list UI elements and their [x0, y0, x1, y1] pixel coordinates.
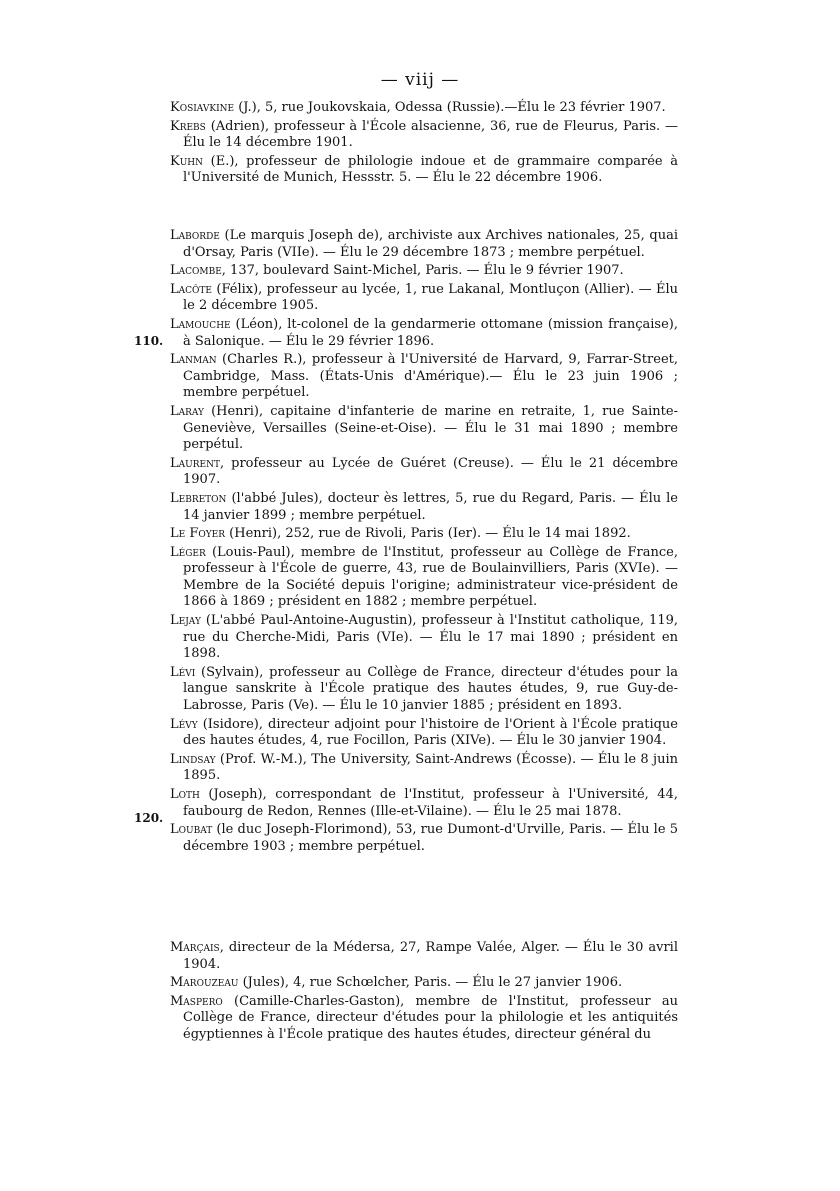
entry-name: Lacombe	[170, 263, 222, 279]
entry-text: (J.), 5, rue Joukovskaia, Odessa (Russie).—Élu le 23 février 1907.	[234, 100, 666, 115]
section-m	[170, 940, 678, 1046]
entry-name: Kosiavkine	[170, 100, 235, 115]
entry-name: Léger	[170, 544, 206, 560]
entry-text: (Henri), 252, rue de Rivoli, Paris (Ier). — Élu le 14 mai 1892.	[225, 526, 631, 542]
margin-number: 120.	[134, 811, 164, 825]
list-item	[170, 119, 678, 152]
list-item	[170, 352, 678, 402]
margin-number: 110.	[134, 334, 164, 348]
entry-text: (Henri), capitaine d'infanterie de marine en retraite, 1, rue Sainte-Geneviève, Versailles (Seine-et-Oise). — Élu le 31 mai 1890 ; membre perpétul.	[183, 403, 678, 453]
list-item	[170, 665, 678, 715]
entry-text: , directeur de la Médersa, 27, Rampe Valée, Alger. — Élu le 30 avril 1904.	[183, 940, 678, 972]
entry-name: Lebreton	[170, 490, 227, 506]
list-item	[170, 752, 678, 785]
entry-name: Lanman	[170, 352, 217, 368]
entry-text: (le duc Joseph-Florimond), 53, rue Dumont-d'Urville, Paris. — Élu le 5 décembre 1903 ; membre perpétuel.	[183, 822, 678, 854]
list-item	[170, 263, 678, 280]
entry-name: Lévy	[170, 716, 198, 732]
list-item	[170, 994, 678, 1044]
list-item	[170, 545, 678, 611]
entry-text: (L'abbé Paul-Antoine-Augustin), professeur à l'Institut catholique, 119, rue du Cherche-Midi, Paris (VIe). — Élu le 17 mai 1890 ; président en 1898.	[183, 613, 678, 662]
list-item	[170, 717, 678, 750]
entry-text: (Prof. W.-M.), The University, Saint-Andrews (Écosse). — Élu le 8 juin 1895.	[183, 751, 678, 784]
entry-name: Loubat	[170, 822, 213, 838]
list-item	[170, 228, 678, 261]
list-item	[170, 975, 678, 992]
entry-name: Kuhn	[170, 153, 204, 169]
entry-text: (Jules), 4, rue Schœlcher, Paris. — Élu le 27 janvier 1906.	[238, 975, 623, 991]
entry-name: Le Foyer	[170, 526, 226, 542]
list-item	[170, 154, 678, 187]
list-item	[170, 317, 678, 350]
entry-name: Marouzeau	[170, 975, 239, 991]
list-item	[170, 404, 678, 454]
entry-text: (l'abbé Jules), docteur ès lettres, 5, rue du Regard, Paris. — Élu le 14 janvier 1899 ; membre perpétuel.	[183, 490, 678, 523]
entry-text: , 137, boulevard Saint-Michel, Paris. — Élu le 9 février 1907.	[221, 263, 624, 279]
entry-text: , professeur au Lycée de Guéret (Creuse). — Élu le 21 décembre 1907.	[183, 455, 678, 488]
entry-name: Lamouche	[170, 316, 231, 332]
entry-text: (Charles R.), professeur à l'Université de Harvard, 9, Farrar-Street, Cambridge, Mass. (États-Unis d'Amérique).— Élu le 23 juin 1906 ; membre perpétuel.	[183, 352, 678, 401]
entry-text: (Adrien), professeur à l'École alsacienne, 36, rue de Fleurus, Paris. — Élu le 14 décembre 1901.	[183, 118, 678, 151]
entry-name: Loth	[170, 787, 200, 802]
entry-text: (Le marquis Joseph de), archiviste aux Archives nationales, 25, quai d'Orsay, Paris (VIIe). — Élu le 29 décembre 1873 ; membre perpétuel.	[183, 228, 678, 260]
list-item	[170, 940, 678, 973]
list-item	[170, 491, 678, 524]
section-k	[170, 100, 678, 189]
entry-name: Laborde	[170, 228, 220, 243]
entry-name: Lévi	[170, 664, 196, 680]
list-item	[170, 822, 678, 855]
entry-text: (Léon), lt-colonel de la gendarmerie ottomane (mission française), à Salonique. — Élu le 29 février 1896.	[183, 316, 678, 349]
entry-text: (E.), professeur de philologie indoue et de grammaire comparée à l'Université de Munich, Hessstr. 5. — Élu le 22 décembre 1906.	[183, 153, 678, 186]
entry-text: (Louis-Paul), membre de l'Institut, professeur au Collège de France, professeur à l'École de guerre, 43, rue de Boulainvilliers, Paris (XVIe). — Membre de la Société depuis l'origine; administrateur vice-président de 1866 à 1869 ; président en 1882 ; membre perpétuel.	[183, 544, 678, 610]
list-item	[170, 282, 678, 315]
entry-name: Krebs	[170, 118, 206, 134]
list-item	[170, 100, 678, 117]
list-item	[170, 526, 678, 543]
entry-name: Marçais	[170, 940, 220, 955]
list-item	[170, 613, 678, 663]
list-item	[170, 456, 678, 489]
entry-name: Laurent	[170, 455, 220, 471]
entry-name: Laray	[170, 403, 204, 419]
entry-text: (Isidore), directeur adjoint pour l'histoire de l'Orient à l'École pratique des hautes études, 4, rue Focillon, Paris (XIVe). — Élu le 30 janvier 1904.	[183, 716, 678, 749]
entry-name: Maspero	[170, 993, 223, 1009]
list-item	[170, 787, 678, 820]
entry-name: Lindsay	[170, 751, 216, 767]
entry-text: (Camille-Charles-Gaston), membre de l'Institut, professeur au Collège de France, directeur d'études pour la philologie et les antiquités égyptiennes à l'École pratique des hautes études, directeur général du	[183, 993, 678, 1042]
section-l	[170, 228, 678, 857]
entry-text: (Félix), professeur au lycée, 1, rue Lakanal, Montluçon (Allier). — Élu le 2 décembre 1905.	[183, 281, 678, 314]
entry-name: Lejay	[170, 613, 201, 629]
entry-text: (Sylvain), professeur au Collège de France, directeur d'études pour la langue sanskrite à l'École pratique des hautes études, 9, rue Guy-de-Labrosse, Paris (Ve). — Élu le 10 janvier 1885 ; président en 1893.	[183, 664, 678, 714]
entry-name: Lacôte	[170, 281, 212, 297]
entry-text: (Joseph), correspondant de l'Institut, professeur à l'Université, 44, faubourg de Redon, Rennes (Ille-et-Vilaine). — Élu le 25 mai 1878.	[183, 787, 678, 819]
page-number: — viij —	[380, 70, 460, 90]
